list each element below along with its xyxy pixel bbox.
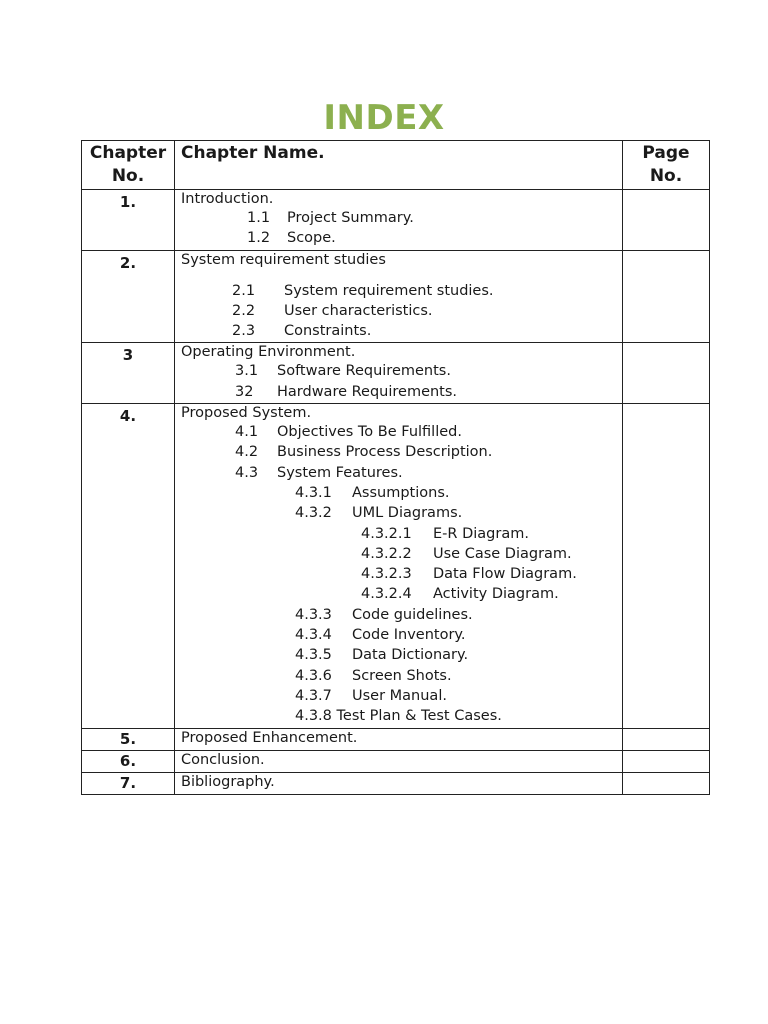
subsection-number: 4.3.3 <box>295 606 332 623</box>
chapter-row <box>82 190 710 251</box>
chapter-contents <box>175 190 623 251</box>
chapter-contents <box>175 772 623 794</box>
section-number: 32 <box>235 383 254 400</box>
chapter-title: Proposed System. <box>181 405 312 422</box>
page-number-cell <box>623 190 710 251</box>
subsection-item <box>181 645 622 665</box>
subsection-item <box>181 605 622 625</box>
page-number-cell <box>623 250 710 343</box>
subsection-number: 4.3.4 <box>295 627 332 644</box>
section-label: System requirement studies. <box>284 282 494 299</box>
section-item <box>181 281 622 301</box>
section-label: Software Requirements. <box>277 363 451 380</box>
section-number: 2.1 <box>232 282 256 299</box>
chapter-title: Introduction. <box>181 191 274 207</box>
page-number-cell <box>623 728 710 750</box>
section-number: 4.2 <box>235 444 259 461</box>
chapter-title: Proposed Enhancement. <box>181 729 358 746</box>
subsubsection-item <box>181 544 622 564</box>
section-label: Scope. <box>287 230 336 247</box>
section-label: Objectives To Be Fulfilled. <box>277 424 462 441</box>
page-title: INDEX <box>323 98 445 138</box>
subsection-label: User Manual. <box>352 687 447 704</box>
subsection-label: Data Dictionary. <box>352 647 469 664</box>
chapter-row <box>82 250 710 343</box>
subsubsection-label: Use Case Diagram. <box>433 545 572 562</box>
index-table <box>81 140 710 795</box>
page-no-header <box>623 141 710 190</box>
chapter-contents <box>175 250 623 343</box>
section-number: 2.2 <box>232 302 256 319</box>
section-number: 4.3 <box>235 464 259 481</box>
chapter-row <box>82 772 710 794</box>
subsubsection-number: 4.3.2.4 <box>361 586 412 603</box>
subsection-item <box>181 686 622 706</box>
chapter-number: 1. <box>82 190 175 251</box>
section-label: Hardware Requirements. <box>277 383 458 400</box>
chapter-number: 5. <box>82 728 175 750</box>
subsubsection-label: E-R Diagram. <box>433 525 529 542</box>
subsubsection-number: 4.3.2.1 <box>361 525 412 542</box>
subsection-number: 4.3.8 <box>295 708 332 725</box>
subsection-label: UML Diagrams. <box>352 505 463 522</box>
subsection-item <box>181 625 622 645</box>
section-number: 1.2 <box>247 230 271 247</box>
section-item <box>181 463 622 483</box>
section-label: User characteristics. <box>284 302 433 319</box>
section-label: Business Process Description. <box>277 444 493 461</box>
page-number-cell <box>623 750 710 772</box>
chapter-title: Bibliography. <box>181 773 275 790</box>
page-number-cell <box>623 343 710 404</box>
section-number: 3.1 <box>235 363 259 380</box>
chapter-row <box>82 728 710 750</box>
section-label: Constraints. <box>284 323 372 340</box>
chapter-number: 6. <box>82 750 175 772</box>
chapter-contents <box>175 343 623 404</box>
subsection-label: Code Inventory. <box>352 627 466 644</box>
section-item <box>181 228 622 248</box>
chapter-number: 7. <box>82 772 175 794</box>
subsubsection-item <box>181 524 622 544</box>
section-item <box>181 208 622 228</box>
chapter-number: 4. <box>82 404 175 728</box>
section-number: 4.1 <box>235 424 259 441</box>
section-number: 2.3 <box>232 323 256 340</box>
chapter-no-header-line1: Chapter <box>89 143 167 163</box>
section-item <box>181 361 622 381</box>
subsection-number: 4.3.1 <box>295 484 332 501</box>
subsection-number: 4.3.2 <box>295 505 332 522</box>
chapter-title: Conclusion. <box>181 751 265 768</box>
chapter-name-header: Chapter Name. <box>175 141 623 190</box>
header-row <box>82 141 710 190</box>
section-item <box>181 442 622 462</box>
chapter-contents <box>175 750 623 772</box>
section-item <box>181 382 622 402</box>
section-item <box>181 422 622 442</box>
chapter-number: 2. <box>82 250 175 343</box>
subsection-number: 4.3.7 <box>295 687 332 704</box>
subsubsection-label: Data Flow Diagram. <box>433 566 577 583</box>
subsection-label: Screen Shots. <box>352 667 452 684</box>
page-no-header-line2: No. <box>649 166 683 186</box>
subsection-label: Assumptions. <box>352 484 450 501</box>
subsubsection-number: 4.3.2.3 <box>361 566 412 583</box>
chapter-row <box>82 750 710 772</box>
chapter-title: System requirement studies <box>181 251 386 268</box>
section-number: 1.1 <box>247 210 271 226</box>
chapter-title: Operating Environment. <box>181 344 356 361</box>
chapter-number: 3 <box>82 343 175 404</box>
subsubsection-item <box>181 564 622 584</box>
section-item <box>181 301 622 321</box>
subsection-label: Test Plan & Test Cases. <box>336 708 502 725</box>
subsubsection-number: 4.3.2.2 <box>361 545 412 562</box>
page-number-cell <box>623 404 710 728</box>
subsection-item <box>181 666 622 686</box>
subsubsection-label: Activity Diagram. <box>433 586 559 603</box>
subsection-number: 4.3.6 <box>295 667 332 684</box>
section-item <box>181 321 622 341</box>
subsection-number: 4.3.5 <box>295 647 332 664</box>
subsection-item <box>181 706 622 726</box>
page-no-header-line1: Page <box>642 143 690 163</box>
chapter-no-header <box>82 141 175 190</box>
chapter-row <box>82 404 710 728</box>
chapter-contents <box>175 404 623 728</box>
section-label: System Features. <box>277 464 403 481</box>
subsubsection-item <box>181 584 622 604</box>
page-number-cell <box>623 772 710 794</box>
chapter-row <box>82 343 710 404</box>
subsection-item <box>181 503 622 523</box>
chapter-contents <box>175 728 623 750</box>
chapter-no-header-line2: No. <box>111 166 145 186</box>
subsection-item <box>181 483 622 503</box>
section-label: Project Summary. <box>287 210 414 226</box>
subsection-label: Code guidelines. <box>352 606 473 623</box>
